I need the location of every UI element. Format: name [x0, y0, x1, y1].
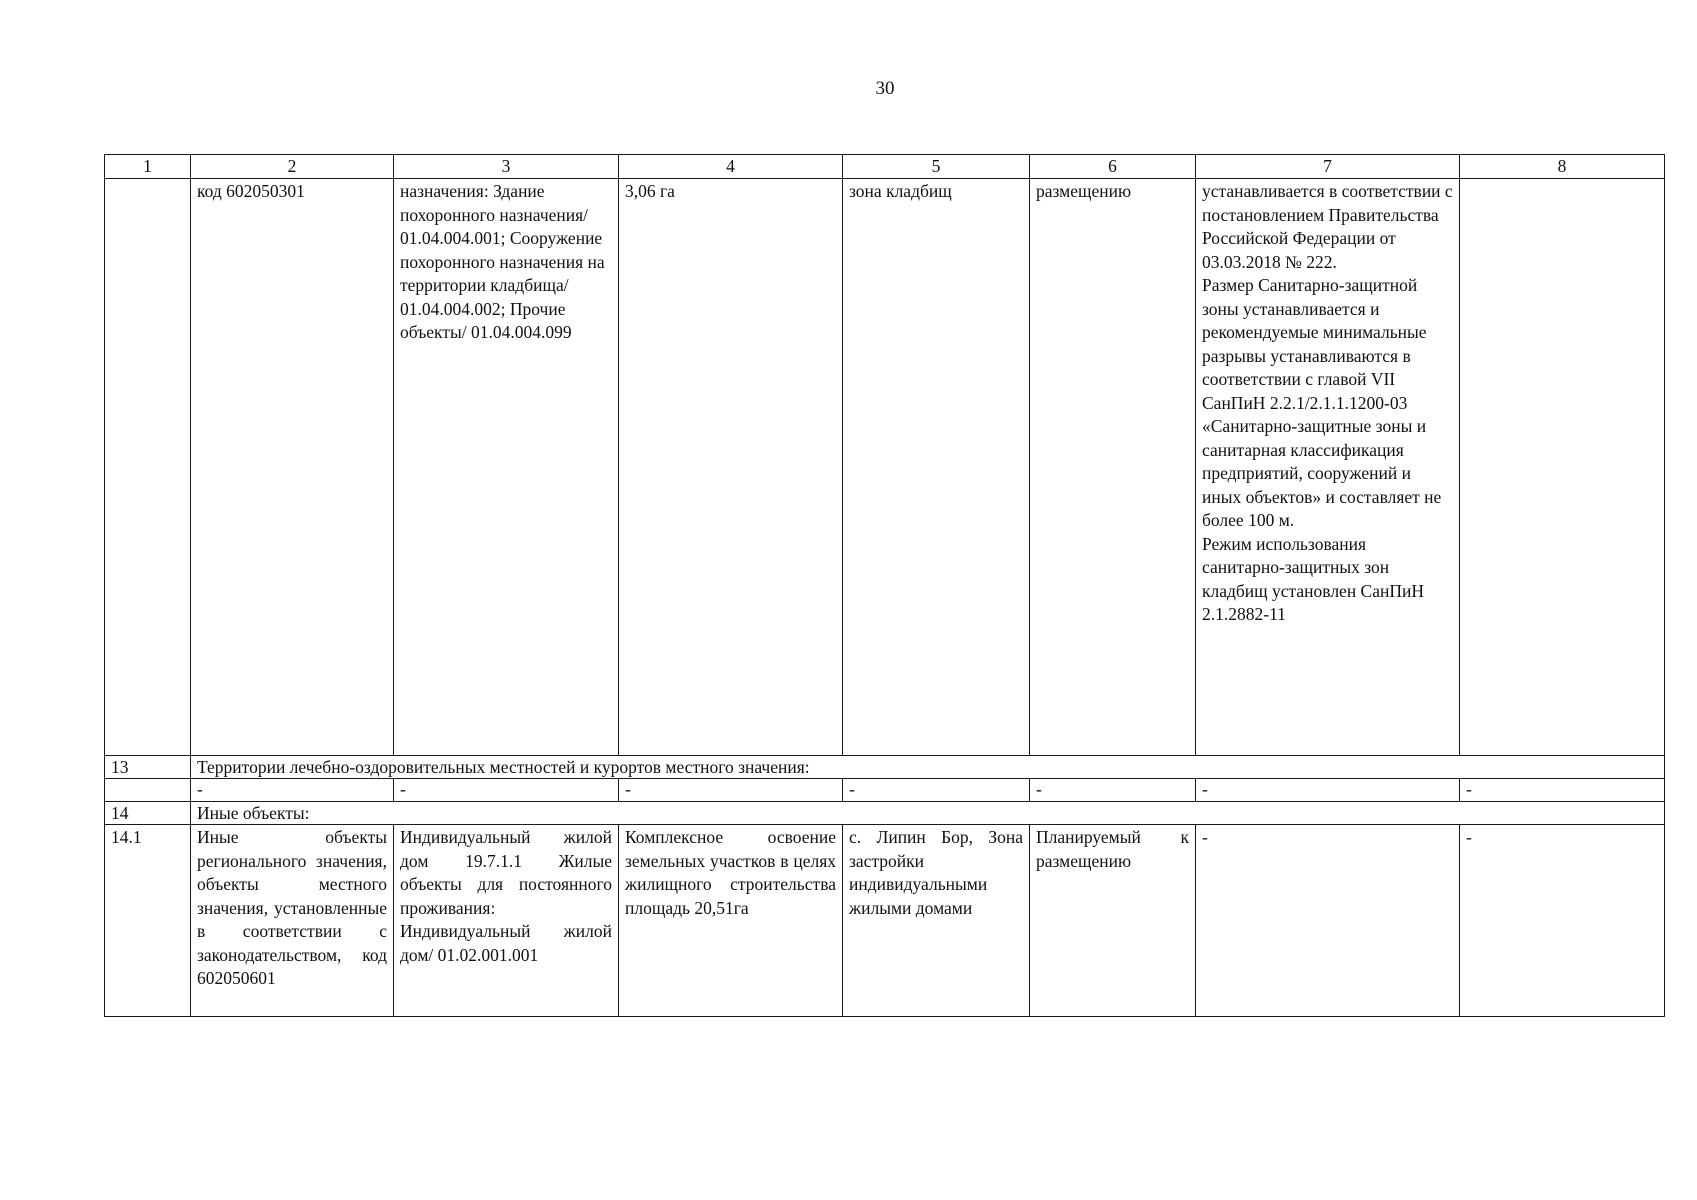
table-cell — [105, 179, 191, 756]
table-row — [105, 825, 1665, 1017]
table-cell: устанавливается в соответствии с постановлением Правительства Российской Федерации от 03.03.2018 № 222. Размер Санитарно-защитной зоны устанавливается и рекомендуемые минимальные разрывы устанавливаются в соответствии с главой VII СанПиН 2.2.1/2.1.1.1200-03 «Санитарно-защитные зоны и санитарная классификация предприятий, сооружений и иных объектов» и составляет не более 100 м. Режим использования санитарно-защитных зон кладбищ установлен СанПиН 2.1.2882-11 — [1196, 179, 1460, 756]
column-header: 4 — [619, 155, 843, 179]
section-number: 14 — [105, 802, 191, 825]
table-cell: - — [191, 779, 394, 802]
page-number: 30 — [875, 78, 895, 99]
column-header: 6 — [1030, 155, 1196, 179]
table-cell: - — [1030, 779, 1196, 802]
table-cell: - — [1460, 825, 1665, 1017]
table-row — [105, 779, 1665, 802]
table-cell: - — [1196, 825, 1460, 1017]
table-cell: Иные объекты регионального значения, объекты местного значения, установленные в соответствии с законодательством, код 602050601 — [191, 825, 394, 1017]
table-cell — [1460, 179, 1665, 756]
table-cell: - — [619, 779, 843, 802]
table-cell: - — [1460, 779, 1665, 802]
column-header: 8 — [1460, 155, 1665, 179]
table-cell: - — [1196, 779, 1460, 802]
table-cell: с. Липин Бор, Зона застройки индивидуальными жилыми домами — [843, 825, 1030, 1017]
column-header: 2 — [191, 155, 394, 179]
column-header: 5 — [843, 155, 1030, 179]
column-header: 7 — [1196, 155, 1460, 179]
table-cell: назначения: Здание похоронного назначения/ 01.04.004.001; Сооружение похоронного назначения на территории кладбища/ 01.04.004.002; Прочие объекты/ 01.04.004.099 — [394, 179, 619, 756]
table-cell: - — [843, 779, 1030, 802]
column-header: 3 — [394, 155, 619, 179]
section-title: Иные объекты: — [191, 802, 1665, 825]
table-cell: 3,06 га — [619, 179, 843, 756]
table-cell: размещению — [1030, 179, 1196, 756]
section-number: 13 — [105, 756, 191, 779]
table-cell: 14.1 — [105, 825, 191, 1017]
table-cell: зона кладбищ — [843, 179, 1030, 756]
objects-table — [104, 154, 1665, 1017]
column-header: 1 — [105, 155, 191, 179]
section-title: Территории лечебно-оздоровительных местностей и курортов местного значения: — [191, 756, 1665, 779]
table-row — [105, 179, 1665, 756]
table-cell: Комплексное освоение земельных участков в целях жилищного строительства площадь 20,51га — [619, 825, 843, 1017]
table-header-row — [105, 155, 1665, 179]
table-cell — [105, 779, 191, 802]
table-cell: код 602050301 — [191, 179, 394, 756]
section-row — [105, 802, 1665, 825]
section-row — [105, 756, 1665, 779]
table-cell: Индивидуальный жилой дом 19.7.1.1 Жилые объекты для постоянного проживания: Индивидуальный жилой дом/ 01.02.001.001 — [394, 825, 619, 1017]
table-cell: - — [394, 779, 619, 802]
table-cell: Планируемый к размещению — [1030, 825, 1196, 1017]
